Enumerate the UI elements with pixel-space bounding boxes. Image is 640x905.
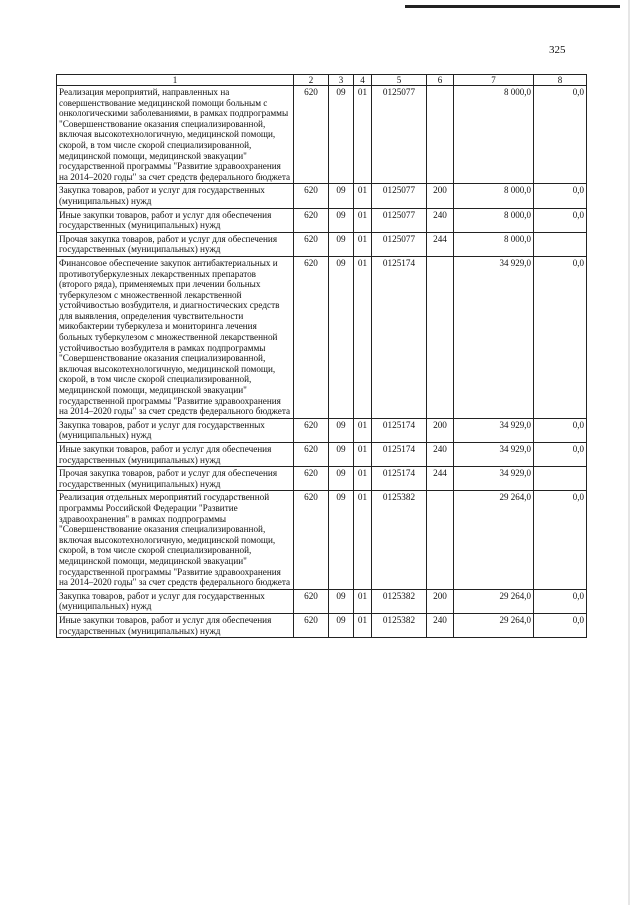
amount: 8 000,0 [454, 208, 534, 232]
amount: 29 264,0 [454, 491, 534, 589]
ministry-code: 620 [294, 232, 329, 256]
subsection-code: 01 [354, 256, 372, 418]
amount: 34 929,0 [454, 256, 534, 418]
amount-col8: 0,0 [534, 418, 587, 442]
section-code: 09 [329, 184, 354, 208]
target-article-code: 0125174 [372, 443, 427, 467]
header-cell: 8 [534, 75, 587, 86]
amount-col8: 0,0 [534, 613, 587, 637]
amount-col8: 0,0 [534, 86, 587, 184]
amount-col8 [534, 232, 587, 256]
section-code: 09 [329, 467, 354, 491]
amount: 34 929,0 [454, 467, 534, 491]
amount: 8 000,0 [454, 86, 534, 184]
expense-type-code: 244 [427, 232, 454, 256]
section-code: 09 [329, 443, 354, 467]
top-rule [405, 5, 620, 8]
amount-col8: 0,0 [534, 208, 587, 232]
section-code: 09 [329, 256, 354, 418]
ministry-code: 620 [294, 491, 329, 589]
header-cell: 4 [354, 75, 372, 86]
expense-type-code [427, 491, 454, 589]
table-row [57, 467, 587, 491]
target-article-code: 0125382 [372, 491, 427, 589]
section-code: 09 [329, 232, 354, 256]
target-article-code: 0125077 [372, 86, 427, 184]
ministry-code: 620 [294, 443, 329, 467]
section-code: 09 [329, 589, 354, 613]
row-name: Закупка товаров, работ и услуг для государственных (муниципальных) нужд [57, 589, 294, 613]
subsection-code: 01 [354, 418, 372, 442]
section-code: 09 [329, 491, 354, 589]
table-row [57, 491, 587, 589]
row-name: Иные закупки товаров, работ и услуг для обеспечения государственных (муниципальных) нужд [57, 443, 294, 467]
subsection-code: 01 [354, 491, 372, 589]
ministry-code: 620 [294, 418, 329, 442]
row-name: Реализация отдельных мероприятий государственной программы Российской Федерации "Развитие здравоохранения" в рамках подпрограммы "Совершенствование оказания специализированной, включая высокотехнологичную, медицинской помощи, скорой, в том числе скорой специализированной, медицинской помощи, медицинской эвакуации" государственной программы "Развитие здравоохранения на 2014–2020 годы" за счет средств федерального бюджета [57, 491, 294, 589]
target-article-code: 0125382 [372, 589, 427, 613]
row-name: Закупка товаров, работ и услуг для государственных (муниципальных) нужд [57, 418, 294, 442]
header-cell: 7 [454, 75, 534, 86]
row-name: Реализация мероприятий, направленных на совершенствование медицинской помощи больным с онкологическими заболеваниями, в рамках подпрограммы "Совершенствование оказания специализированной, включая высокотехнологичную, медицинской помощи, скорой, в том числе скорой специализированной, медицинской помощи, медицинской эвакуации" государственной программы "Развитие здравоохранения на 2014–2020 годы" за счет средств федерального бюджета [57, 86, 294, 184]
row-name: Иные закупки товаров, работ и услуг для обеспечения государственных (муниципальных) нужд [57, 613, 294, 637]
section-code: 09 [329, 418, 354, 442]
row-name: Закупка товаров, работ и услуг для государственных (муниципальных) нужд [57, 184, 294, 208]
section-code: 09 [329, 208, 354, 232]
ministry-code: 620 [294, 184, 329, 208]
table-row [57, 208, 587, 232]
expense-type-code [427, 86, 454, 184]
subsection-code: 01 [354, 467, 372, 491]
ministry-code: 620 [294, 613, 329, 637]
expense-type-code: 200 [427, 589, 454, 613]
table-row [57, 613, 587, 637]
subsection-code: 01 [354, 613, 372, 637]
header-cell: 6 [427, 75, 454, 86]
amount-col8: 0,0 [534, 491, 587, 589]
table-row [57, 86, 587, 184]
amount: 8 000,0 [454, 184, 534, 208]
expense-type-code: 200 [427, 184, 454, 208]
table-row [57, 184, 587, 208]
row-name: Прочая закупка товаров, работ и услуг для обеспечения государственных (муниципальных) нужд [57, 232, 294, 256]
ministry-code: 620 [294, 467, 329, 491]
table-row [57, 256, 587, 418]
expense-type-code: 240 [427, 208, 454, 232]
subsection-code: 01 [354, 184, 372, 208]
amount-col8: 0,0 [534, 184, 587, 208]
expense-type-code: 240 [427, 613, 454, 637]
amount: 29 264,0 [454, 589, 534, 613]
scan-edge [628, 0, 630, 905]
amount: 34 929,0 [454, 418, 534, 442]
section-code: 09 [329, 86, 354, 184]
amount-col8: 0,0 [534, 443, 587, 467]
amount: 8 000,0 [454, 232, 534, 256]
budget-table [56, 74, 587, 638]
amount-col8 [534, 467, 587, 491]
header-cell: 3 [329, 75, 354, 86]
subsection-code: 01 [354, 232, 372, 256]
ministry-code: 620 [294, 589, 329, 613]
table-header-row [57, 75, 587, 86]
amount-col8: 0,0 [534, 589, 587, 613]
target-article-code: 0125077 [372, 184, 427, 208]
target-article-code: 0125174 [372, 418, 427, 442]
subsection-code: 01 [354, 208, 372, 232]
header-cell: 1 [57, 75, 294, 86]
header-cell: 5 [372, 75, 427, 86]
expense-type-code: 240 [427, 443, 454, 467]
row-name: Финансовое обеспечение закупок антибактериальных и противотуберкулезных лекарственных препаратов (второго ряда), применяемых при лечении больных туберкулезом с множественной лекарственной устойчивостью возбудителя, и диагностических средств для выявления, определения чувствительности микобактерии туберкулеза и мониторинга лечения больных туберкулезом с множественной лекарственной устойчивостью возбудителя в рамках подпрограммы "Совершенствование оказания специализированной, включая высокотехнологичную, медицинской помощи, скорой, в том числе скорой специализированной, медицинской помощи, медицинской эвакуации" государственной программы "Развитие здравоохранения на 2014–2020 годы" за счет средств федерального бюджета [57, 256, 294, 418]
row-name: Иные закупки товаров, работ и услуг для обеспечения государственных (муниципальных) нужд [57, 208, 294, 232]
amount: 29 264,0 [454, 613, 534, 637]
table-row [57, 589, 587, 613]
ministry-code: 620 [294, 86, 329, 184]
subsection-code: 01 [354, 589, 372, 613]
expense-type-code: 200 [427, 418, 454, 442]
subsection-code: 01 [354, 86, 372, 184]
table-row [57, 443, 587, 467]
header-cell: 2 [294, 75, 329, 86]
section-code: 09 [329, 613, 354, 637]
target-article-code: 0125174 [372, 467, 427, 491]
expense-type-code: 244 [427, 467, 454, 491]
amount-col8: 0,0 [534, 256, 587, 418]
row-name: Прочая закупка товаров, работ и услуг для обеспечения государственных (муниципальных) нужд [57, 467, 294, 491]
amount: 34 929,0 [454, 443, 534, 467]
page-number: 325 [549, 44, 566, 56]
ministry-code: 620 [294, 208, 329, 232]
target-article-code: 0125077 [372, 232, 427, 256]
target-article-code: 0125382 [372, 613, 427, 637]
ministry-code: 620 [294, 256, 329, 418]
target-article-code: 0125077 [372, 208, 427, 232]
expense-type-code [427, 256, 454, 418]
target-article-code: 0125174 [372, 256, 427, 418]
table-row [57, 232, 587, 256]
subsection-code: 01 [354, 443, 372, 467]
table-row [57, 418, 587, 442]
